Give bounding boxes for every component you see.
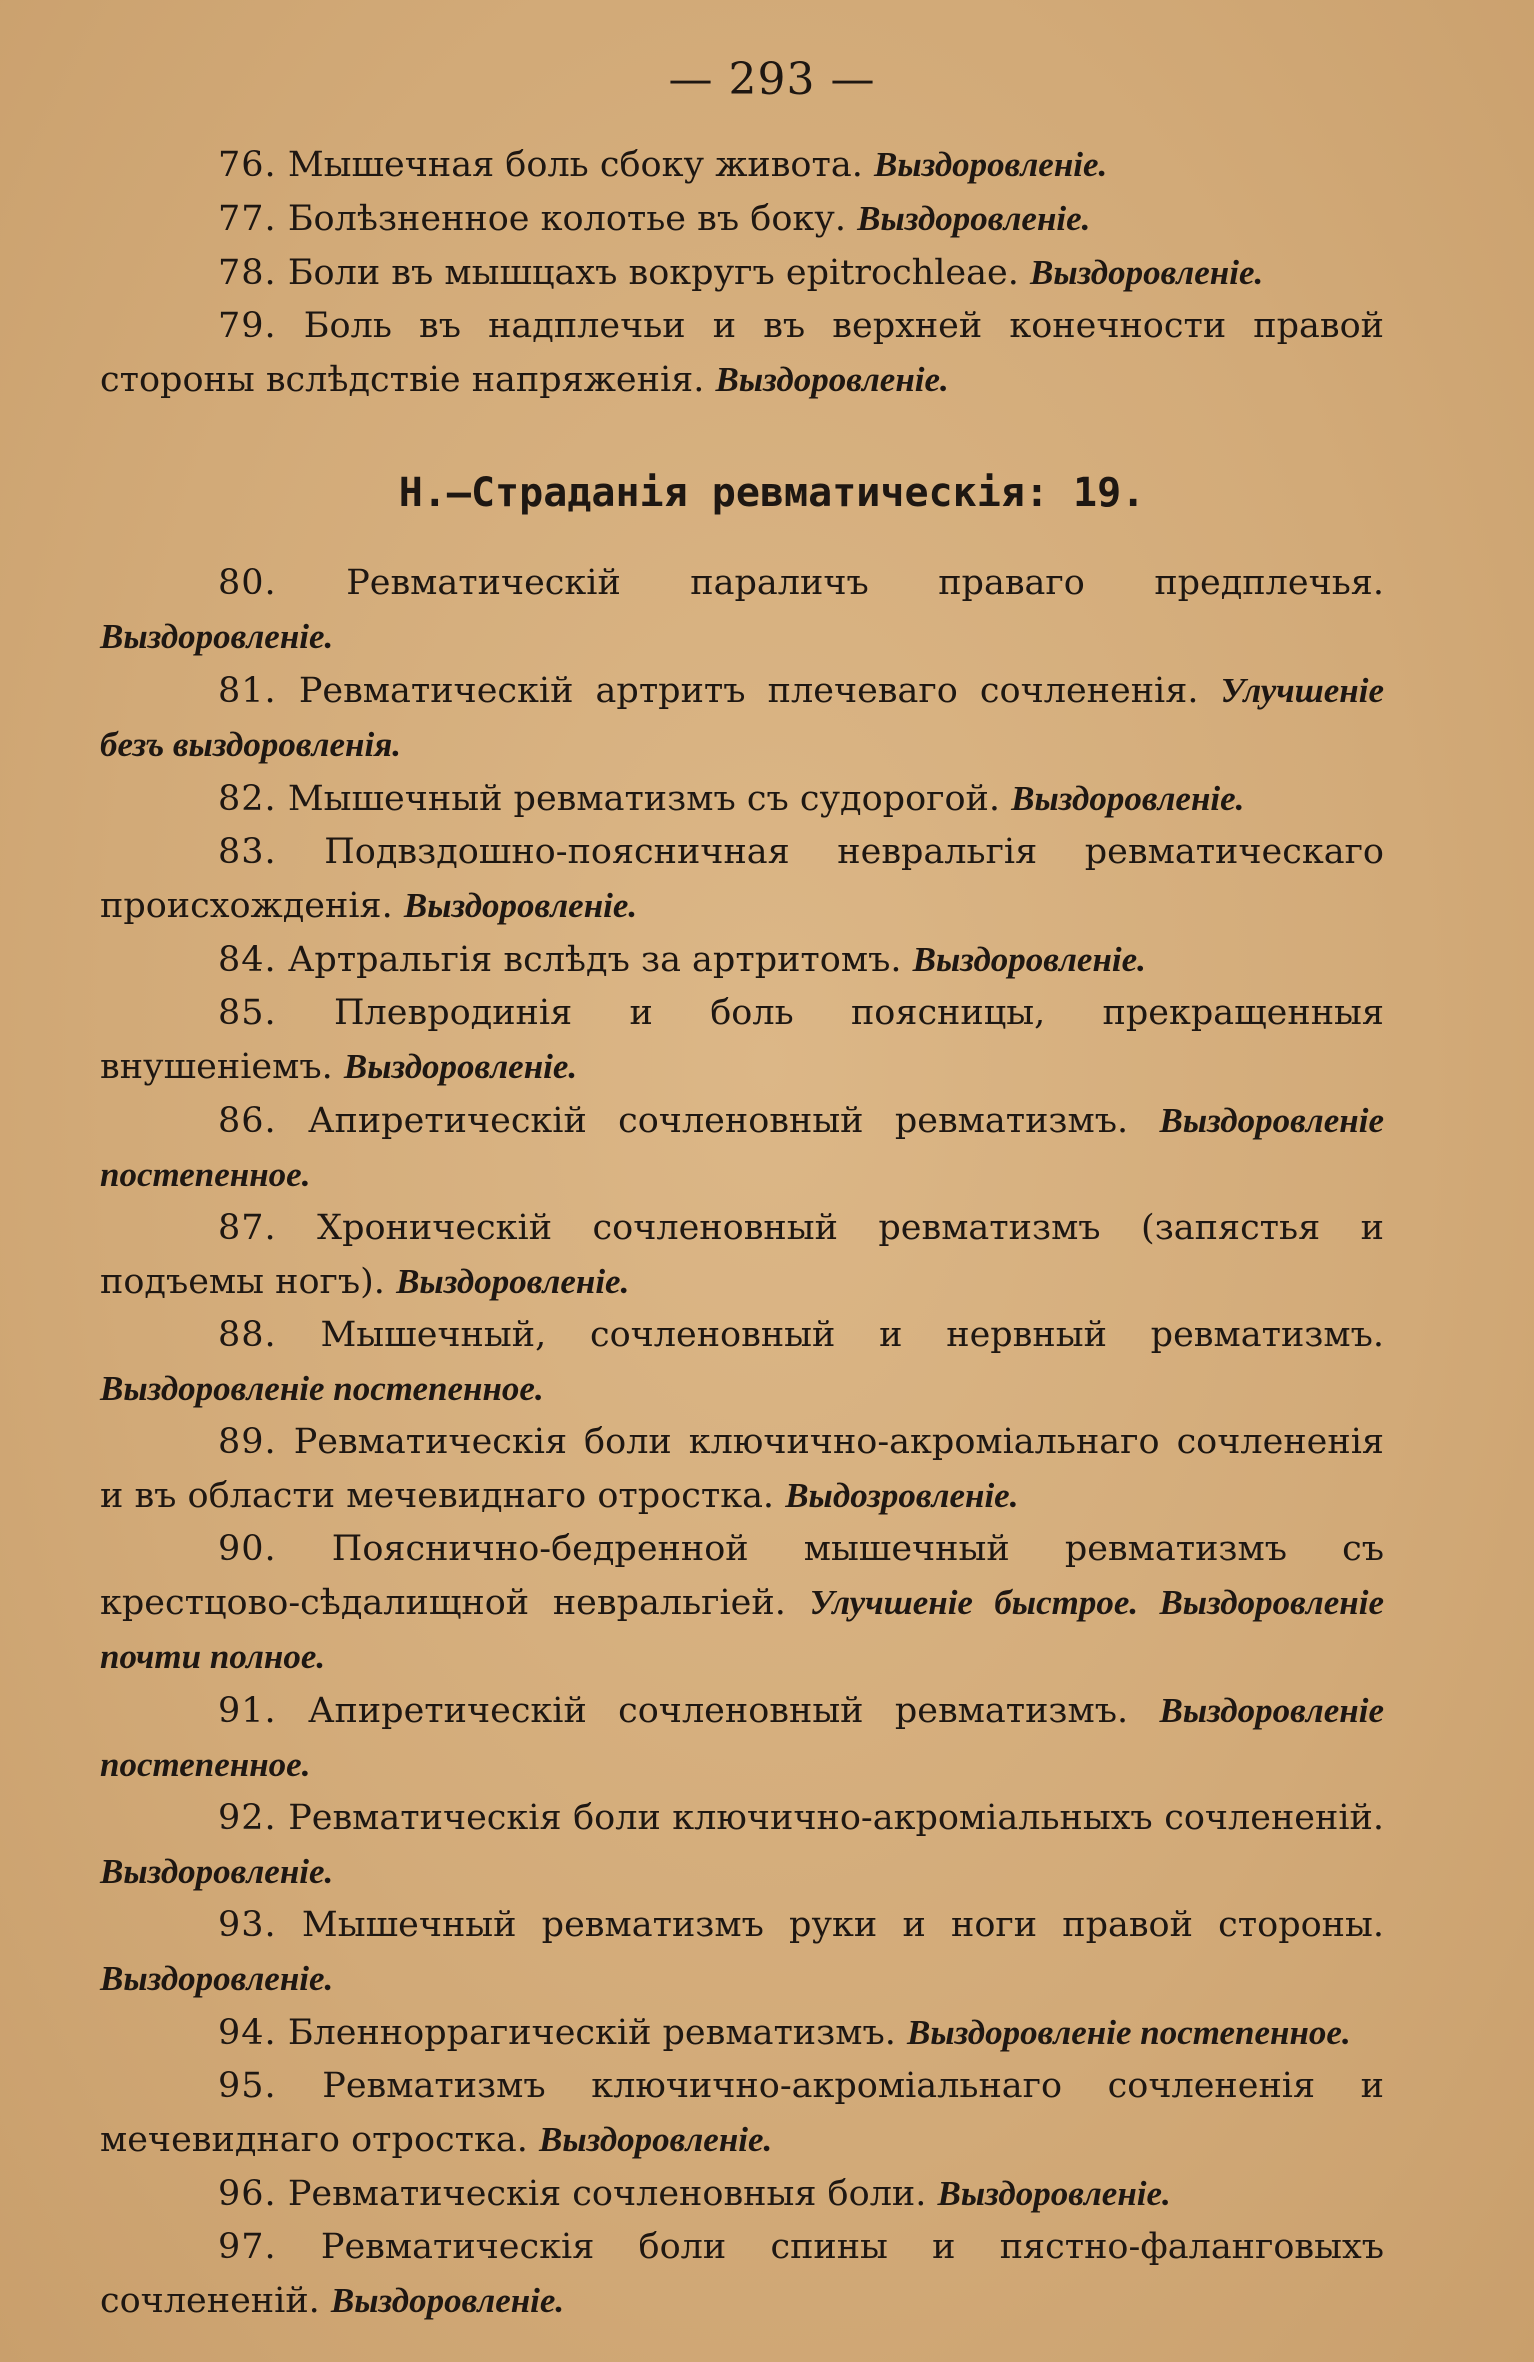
case-outcome: Выздоровленіе.	[539, 2120, 773, 2159]
case-number: 86.	[218, 1101, 277, 1141]
case-description: Мышечный ревматизмъ съ судорогой.	[287, 779, 1000, 819]
case-number: 85.	[218, 993, 277, 1033]
case-description: Боль въ надплечьи и въ верхней конечности правой стороны вслѣдствіе напряженія.	[100, 306, 1384, 400]
case-entry	[100, 1899, 1384, 2006]
case-outcome: Выздоровленіе постепенное.	[100, 1691, 1384, 1784]
case-entry	[100, 1523, 1384, 1684]
case-outcome: Выздоровленіе.	[912, 940, 1146, 979]
case-number: 92.	[218, 1798, 277, 1838]
case-entry	[100, 826, 1384, 933]
case-number: 81.	[218, 671, 277, 711]
case-number: 88.	[218, 1315, 277, 1355]
case-number: 87.	[218, 1208, 277, 1248]
case-entry	[100, 1792, 1384, 1899]
case-description: Ревматическія боли спины и пястно-фаланговыхъ сочлененій.	[100, 2227, 1384, 2321]
case-description: Мышечный, сочленовный и нервный ревматизмъ.	[320, 1315, 1384, 1355]
case-number: 80.	[218, 563, 277, 603]
case-outcome: Выздоровленіе.	[100, 1852, 334, 1891]
case-entry	[100, 1684, 1384, 1792]
case-outcome: Выздоровленіе.	[1011, 779, 1245, 818]
case-number: 84.	[218, 940, 277, 980]
case-description: Ревматическія боли ключично-акроміальнаго сочлененія и въ области мечевиднаго отростка.	[100, 1422, 1384, 1516]
case-outcome: Выдозровленіе.	[785, 1476, 1019, 1515]
case-description: Апиретическій сочленовный ревматизмъ.	[308, 1101, 1129, 1141]
entries-top-list	[100, 138, 1384, 407]
case-outcome: Выздоровленіе.	[937, 2174, 1171, 2213]
case-description: Артральгія вслѣдъ за артритомъ.	[287, 940, 902, 980]
case-number: 77.	[218, 199, 277, 239]
case-outcome: Выздоровленіе.	[857, 199, 1091, 238]
case-description: Мышечный ревматизмъ руки и ноги правой стороны.	[301, 1905, 1384, 1945]
case-number: 79.	[218, 306, 277, 346]
case-outcome: Выздоровленіе постепенное.	[100, 1101, 1384, 1194]
case-entry	[100, 2167, 1384, 2221]
case-description: Мышечная боль сбоку живота.	[287, 145, 863, 185]
case-description: Подвздошно-поясничная невральгія ревматическаго происхожденія.	[100, 832, 1384, 926]
case-number: 78.	[218, 253, 277, 293]
case-outcome: Выздоровленіе.	[330, 2281, 565, 2320]
case-description: Ревматизмъ ключично-акроміальнаго сочлененія и мечевиднаго отростка.	[100, 2066, 1384, 2160]
case-outcome: Выздоровленіе.	[100, 1959, 334, 1998]
case-number: 76.	[218, 145, 277, 185]
case-outcome: Улучшеніе безъ выздоровленія.	[100, 671, 1384, 764]
case-number: 90.	[218, 1529, 277, 1569]
case-entry	[100, 2060, 1384, 2167]
case-entry	[100, 1309, 1384, 1416]
case-description: Ревматическій параличъ праваго предплечья.	[346, 563, 1384, 603]
case-description: Хроническій сочленовный ревматизмъ (запястья и подъемы ногъ).	[100, 1208, 1384, 1302]
case-description: Ревматическій артритъ плечеваго сочлененія.	[298, 671, 1199, 711]
case-entry	[100, 933, 1384, 987]
case-outcome: Выздоровленіе.	[874, 145, 1108, 184]
case-outcome: Выздоровленіе постепенное.	[100, 1369, 544, 1408]
case-number: 93.	[218, 1905, 277, 1945]
case-description: Ревматическія боли ключично-акроміальныхъ сочлененій.	[288, 1798, 1384, 1838]
case-entry	[100, 987, 1384, 1094]
case-outcome: Выздоровленіе.	[396, 1262, 630, 1301]
case-description: Боли въ мышцахъ вокругъ epitrochleae.	[287, 253, 1019, 293]
case-number: 91.	[218, 1691, 277, 1731]
case-entry	[100, 1202, 1384, 1309]
page-number: — 293 —	[668, 54, 876, 105]
case-number: 95.	[218, 2066, 277, 2106]
case-entry	[100, 246, 1384, 300]
case-description: Апиретическій сочленовный ревматизмъ.	[308, 1691, 1129, 1731]
case-entry	[100, 2006, 1384, 2060]
case-description: Ревматическія сочленовныя боли.	[287, 2174, 927, 2214]
case-entry	[100, 1094, 1384, 1202]
entries-section-list	[100, 557, 1384, 2328]
section-heading: H.—Страданія ревматическія: 19.	[398, 470, 1146, 516]
case-description: Пояснично-бедренной мышечный ревматизмъ съ крестцово-сѣдалищной невральгіей.	[100, 1529, 1384, 1623]
case-number: 83.	[218, 832, 277, 872]
case-outcome: Выздоровленіе.	[403, 886, 638, 925]
case-outcome: Выздоровленіе.	[715, 360, 949, 399]
case-entry	[100, 557, 1384, 664]
case-entry	[100, 300, 1384, 407]
case-number: 89.	[218, 1422, 277, 1462]
case-description: Болѣзненное колотье въ боку.	[287, 199, 846, 239]
case-entry	[100, 772, 1384, 826]
case-description: Плевродинія и боль поясницы, прекращенныя внушеніемъ.	[100, 993, 1384, 1087]
case-outcome: Выздоровленіе постепенное.	[906, 2013, 1351, 2052]
case-outcome: Выздоровленіе.	[343, 1047, 578, 1086]
case-outcome: Улучшеніе быстрое. Выздоровленіе почти полное.	[100, 1583, 1384, 1676]
case-description: Бленноррагическій ревматизмъ.	[287, 2013, 896, 2053]
case-number: 82.	[218, 779, 277, 819]
case-entry	[100, 664, 1384, 772]
case-outcome: Выздоровленіе.	[1029, 253, 1264, 292]
case-outcome: Выздоровленіе.	[100, 617, 334, 656]
case-entry	[100, 2221, 1384, 2328]
case-entry	[100, 1416, 1384, 1523]
case-number: 94.	[218, 2013, 277, 2053]
case-number: 97.	[218, 2227, 277, 2267]
case-number: 96.	[218, 2174, 277, 2214]
case-entry	[100, 138, 1384, 192]
case-entry	[100, 192, 1384, 246]
